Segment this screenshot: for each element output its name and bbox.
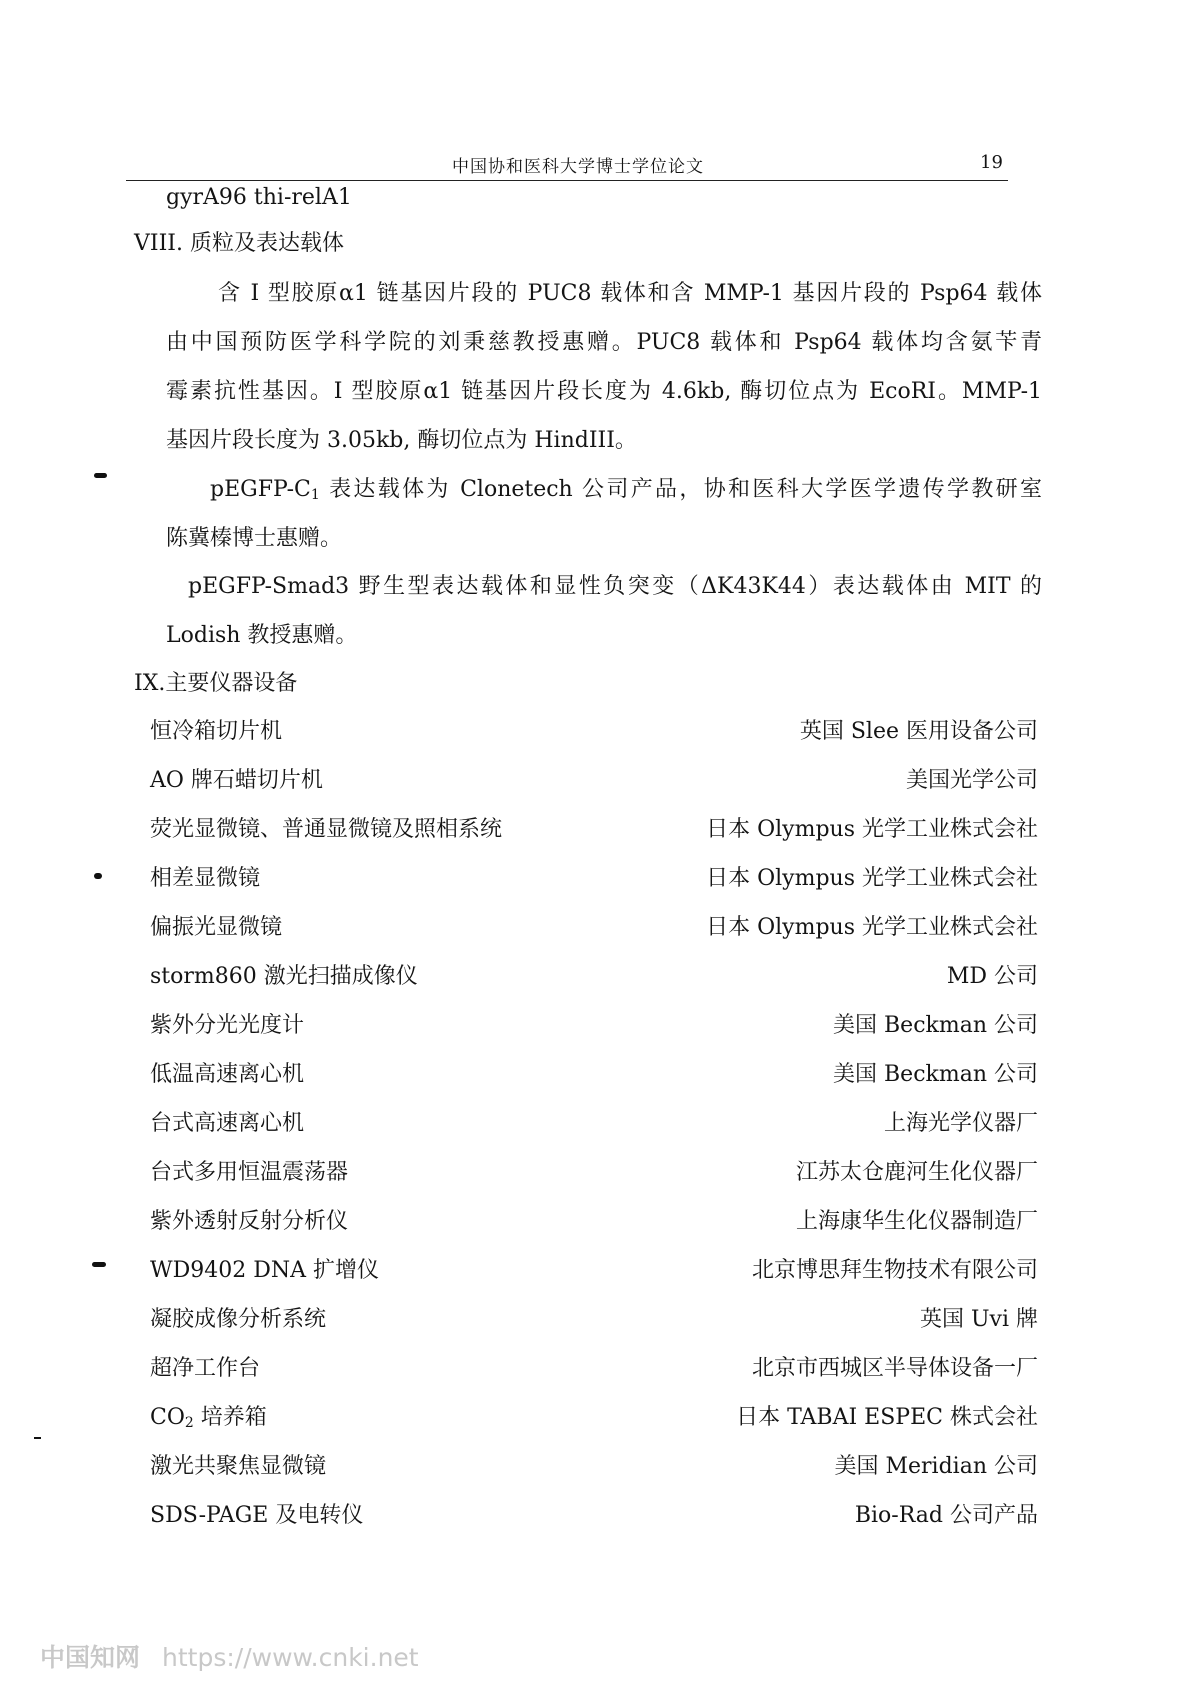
equipment-maker: 日本 TABAI ESPEC 株式会社 xyxy=(736,1405,1038,1430)
equipment-maker: Bio-Rad 公司产品 xyxy=(854,1503,1038,1528)
equipment-row xyxy=(150,718,1038,748)
equipment-row xyxy=(150,1502,1038,1532)
scan-speck xyxy=(94,873,102,879)
equipment-row xyxy=(150,1257,1038,1287)
equipment-maker: 美国光学公司 xyxy=(905,768,1038,793)
equipment-name: 荧光显微镜、普通显微镜及照相系统 xyxy=(150,817,503,842)
scan-speck xyxy=(92,1262,106,1267)
header-rule xyxy=(126,180,1008,181)
equipment-maker: 日本 Olympus 光学工业株式会社 xyxy=(706,817,1038,842)
equipment-name: $CO_2$ 培养箱 xyxy=(150,1405,267,1431)
equipment-row xyxy=(150,963,1038,993)
paragraph-line: pEGFP-$C_1$ 表达载体为 Clonetech 公司产品，协和医科大学医学遗传学教研室 xyxy=(210,477,1042,503)
equipment-maker: 美国 Beckman 公司 xyxy=(833,1062,1038,1087)
equipment-row xyxy=(150,1110,1038,1140)
equipment-maker: 上海康华生化仪器制造厂 xyxy=(795,1209,1038,1234)
section-heading-plasmids: VIII. 质粒及表达载体 xyxy=(134,231,344,256)
equipment-row xyxy=(150,1355,1038,1385)
equipment-maker: 英国 Slee 医用设备公司 xyxy=(799,719,1038,744)
equipment-row xyxy=(150,1159,1038,1189)
equipment-name: 超净工作台 xyxy=(150,1356,261,1381)
equipment-maker: 英国 Uvi 牌 xyxy=(920,1307,1038,1332)
watermark-url: https://www.cnki.net xyxy=(162,1643,419,1672)
equipment-name: 凝胶成像分析系统 xyxy=(150,1307,327,1332)
running-header-title: 中国协和医科大学博士学位论文 xyxy=(452,157,704,177)
equipment-name: 相差显微镜 xyxy=(150,866,261,891)
equipment-row xyxy=(150,1404,1038,1434)
equipment-name: 紫外分光光度计 xyxy=(150,1013,305,1038)
paragraph-line: 陈冀榛博士惠赠。 xyxy=(166,526,343,551)
equipment-maker: 日本 Olympus 光学工业株式会社 xyxy=(706,915,1038,940)
equipment-maker: 江苏太仓鹿河生化仪器厂 xyxy=(795,1160,1038,1185)
equipment-name: storm860 激光扫描成像仪 xyxy=(150,964,418,989)
strain-genotype-line: gyrA96 thi-relA1 xyxy=(166,185,352,210)
equipment-row xyxy=(150,816,1038,846)
watermark-brand: 中国知网 xyxy=(40,1643,141,1672)
paragraph-line: 含 I 型胶原α1 链基因片段的 PUC8 载体和含 MMP-1 基因片段的 Psp64 载体 xyxy=(218,281,1042,306)
equipment-row xyxy=(150,1453,1038,1483)
equipment-name: 偏振光显微镜 xyxy=(150,915,283,940)
equipment-name: 紫外透射反射分析仪 xyxy=(150,1209,349,1234)
equipment-row xyxy=(150,865,1038,895)
equipment-maker: 日本 Olympus 光学工业株式会社 xyxy=(706,866,1038,891)
paragraph-line: Lodish 教授惠赠。 xyxy=(166,623,358,648)
paragraph-line: 基因片段长度为 3.05kb, 酶切位点为 HindIII。 xyxy=(166,428,637,453)
equipment-maker: 美国 Meridian 公司 xyxy=(834,1454,1038,1479)
equipment-row xyxy=(150,1208,1038,1238)
page-number: 19 xyxy=(980,152,1003,173)
equipment-maker: MD 公司 xyxy=(946,964,1038,989)
equipment-name: SDS-PAGE 及电转仪 xyxy=(150,1503,364,1528)
equipment-name: 台式多用恒温震荡器 xyxy=(150,1160,349,1185)
equipment-maker: 美国 Beckman 公司 xyxy=(833,1013,1038,1038)
equipment-row xyxy=(150,1306,1038,1336)
equipment-name: 恒冷箱切片机 xyxy=(150,719,283,744)
section-heading-equipment: IX.主要仪器设备 xyxy=(134,671,298,696)
equipment-row xyxy=(150,914,1038,944)
scan-speck xyxy=(34,1437,41,1439)
equipment-maker: 北京市西城区半导体设备一厂 xyxy=(751,1356,1038,1381)
scan-speck xyxy=(94,473,107,478)
paragraph-line: 霉素抗性基因。I 型胶原α1 链基因片段长度为 4.6kb, 酶切位点为 EcoRI。MMP-1 xyxy=(166,379,1042,404)
cnki-watermark xyxy=(40,1638,419,1674)
equipment-maker: 北京博思拜生物技术有限公司 xyxy=(751,1258,1038,1283)
equipment-row xyxy=(150,1012,1038,1042)
equipment-maker: 上海光学仪器厂 xyxy=(883,1111,1038,1136)
paragraph-line: pEGFP-Smad3 野生型表达载体和显性负突变（ΔK43K44）表达载体由 MIT 的 xyxy=(188,574,1042,599)
equipment-name: 低温高速离心机 xyxy=(150,1062,305,1087)
paragraph-line: 由中国预防医学科学院的刘秉慈教授惠赠。PUC8 载体和 Psp64 载体均含氨苄青 xyxy=(166,330,1042,355)
equipment-name: 台式高速离心机 xyxy=(150,1111,305,1136)
equipment-row xyxy=(150,1061,1038,1091)
equipment-row xyxy=(150,767,1038,797)
equipment-name: WD9402 DNA 扩增仪 xyxy=(150,1258,380,1283)
equipment-name: 激光共聚焦显微镜 xyxy=(150,1454,327,1479)
equipment-name: AO 牌石蜡切片机 xyxy=(150,768,323,793)
